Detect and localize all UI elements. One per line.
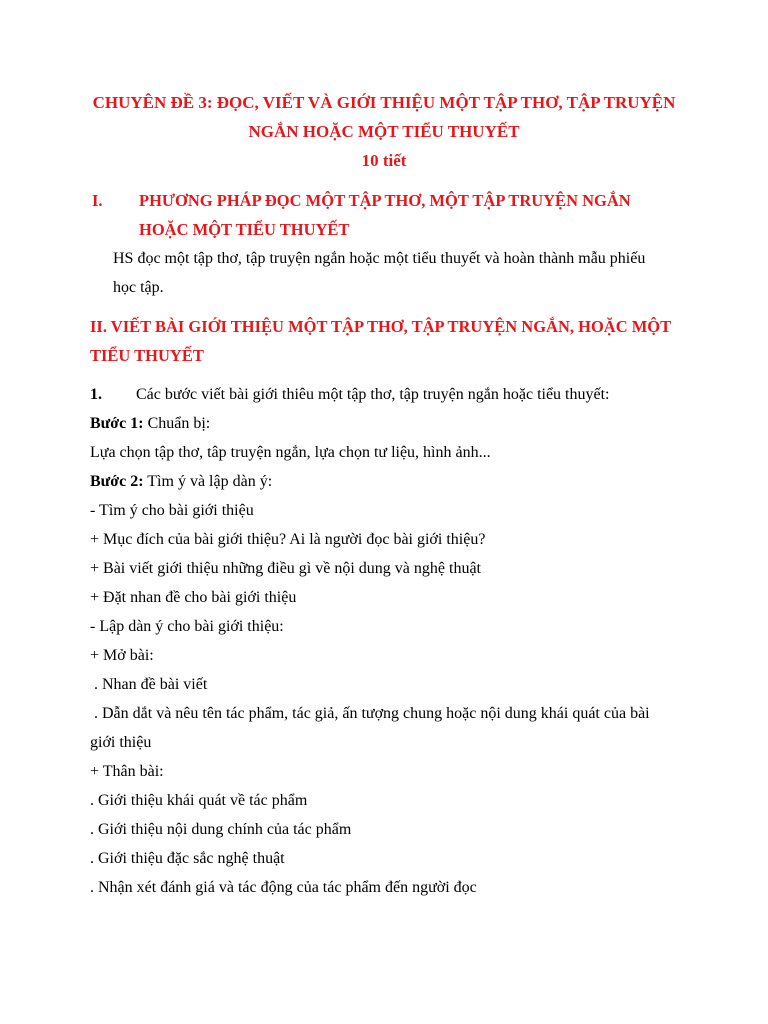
outline-line: + Bài viết giới thiệu những điều gì về nội dung và nghệ thuật (90, 560, 481, 577)
outline-line: . Nhan đề bài viết (90, 676, 208, 693)
outline-line: . Dẫn dắt và nêu tên tác phẩm, tác giả, ấn tượng chung hoặc nội dung khái quát của bài (90, 705, 650, 722)
step1-detail: Lựa chọn tập thơ, tâp truyện ngắn, lựa chọn tư liệu, hình ảnh... (90, 444, 491, 461)
step2-label: Bước 2: (90, 473, 144, 490)
outline-line: + Mục đích của bài giới thiệu? Ai là người đọc bài giới thiệu? (90, 531, 486, 548)
section2-heading-line1: II. VIẾT BÀI GIỚI THIỆU MỘT TẬP THƠ, TẬP TRUYỆN NGẮN, HOẶC MỘT (90, 317, 672, 336)
section2-item1-number: 1. (90, 386, 102, 403)
outline-line: - Tìm ý cho bài giới thiệu (90, 502, 254, 519)
step1-line (90, 414, 210, 434)
outline-line: giới thiệu (90, 734, 152, 751)
outline-line: . Giới thiệu khái quát về tác phẩm (90, 792, 308, 809)
outline-line: . Giới thiệu nội dung chính của tác phẩm (90, 821, 352, 838)
outline-line: . Giới thiệu đặc sắc nghệ thuật (90, 850, 285, 867)
section2-item1-text: Các bước viết bài giới thiêu một tập thơ, tập truyện ngắn hoặc tiểu thuyết: (136, 386, 610, 403)
section2-heading-line2: TIỂU THUYẾT (90, 346, 204, 365)
outline-line: - Lập dàn ý cho bài giới thiệu: (90, 618, 284, 635)
section1-body-line1: HS đọc một tập thơ, tập truyện ngắn hoặc một tiểu thuyết và hoàn thành mẫu phiếu (113, 250, 646, 267)
step1-text: Chuẩn bị: (143, 415, 211, 432)
section1-heading-line1: PHƯƠNG PHÁP ĐỌC MỘT TẬP THƠ, MỘT TẬP TRUYỆN NGẮN (139, 191, 631, 210)
outline-line: + Đặt nhan đề cho bài giới thiệu (90, 589, 297, 606)
outline-line: + Thân bài: (90, 763, 164, 780)
document-duration: 10 tiết (361, 151, 407, 170)
section1-heading-line2: HOẶC MỘT TIỂU THUYẾT (139, 220, 350, 239)
document-title-line1: CHUYÊN ĐỀ 3: ĐỌC, VIẾT VÀ GIỚI THIỆU MỘT TẬP THƠ, TẬP TRUYỆN (92, 93, 676, 112)
step1-label: Bước 1: (90, 415, 144, 432)
section1-body-line2: học tập. (113, 279, 164, 296)
section1-number: I. (92, 191, 103, 210)
outline-line: . Nhận xét đánh giá và tác động của tác phẩm đến người đọc (90, 879, 477, 896)
outline-line: + Mở bài: (90, 647, 154, 664)
step2-line (90, 472, 272, 492)
document-title-line2: NGẮN HOẶC MỘT TIỂU THUYẾT (248, 122, 520, 141)
step2-text: Tìm ý và lập dàn ý: (143, 473, 273, 490)
